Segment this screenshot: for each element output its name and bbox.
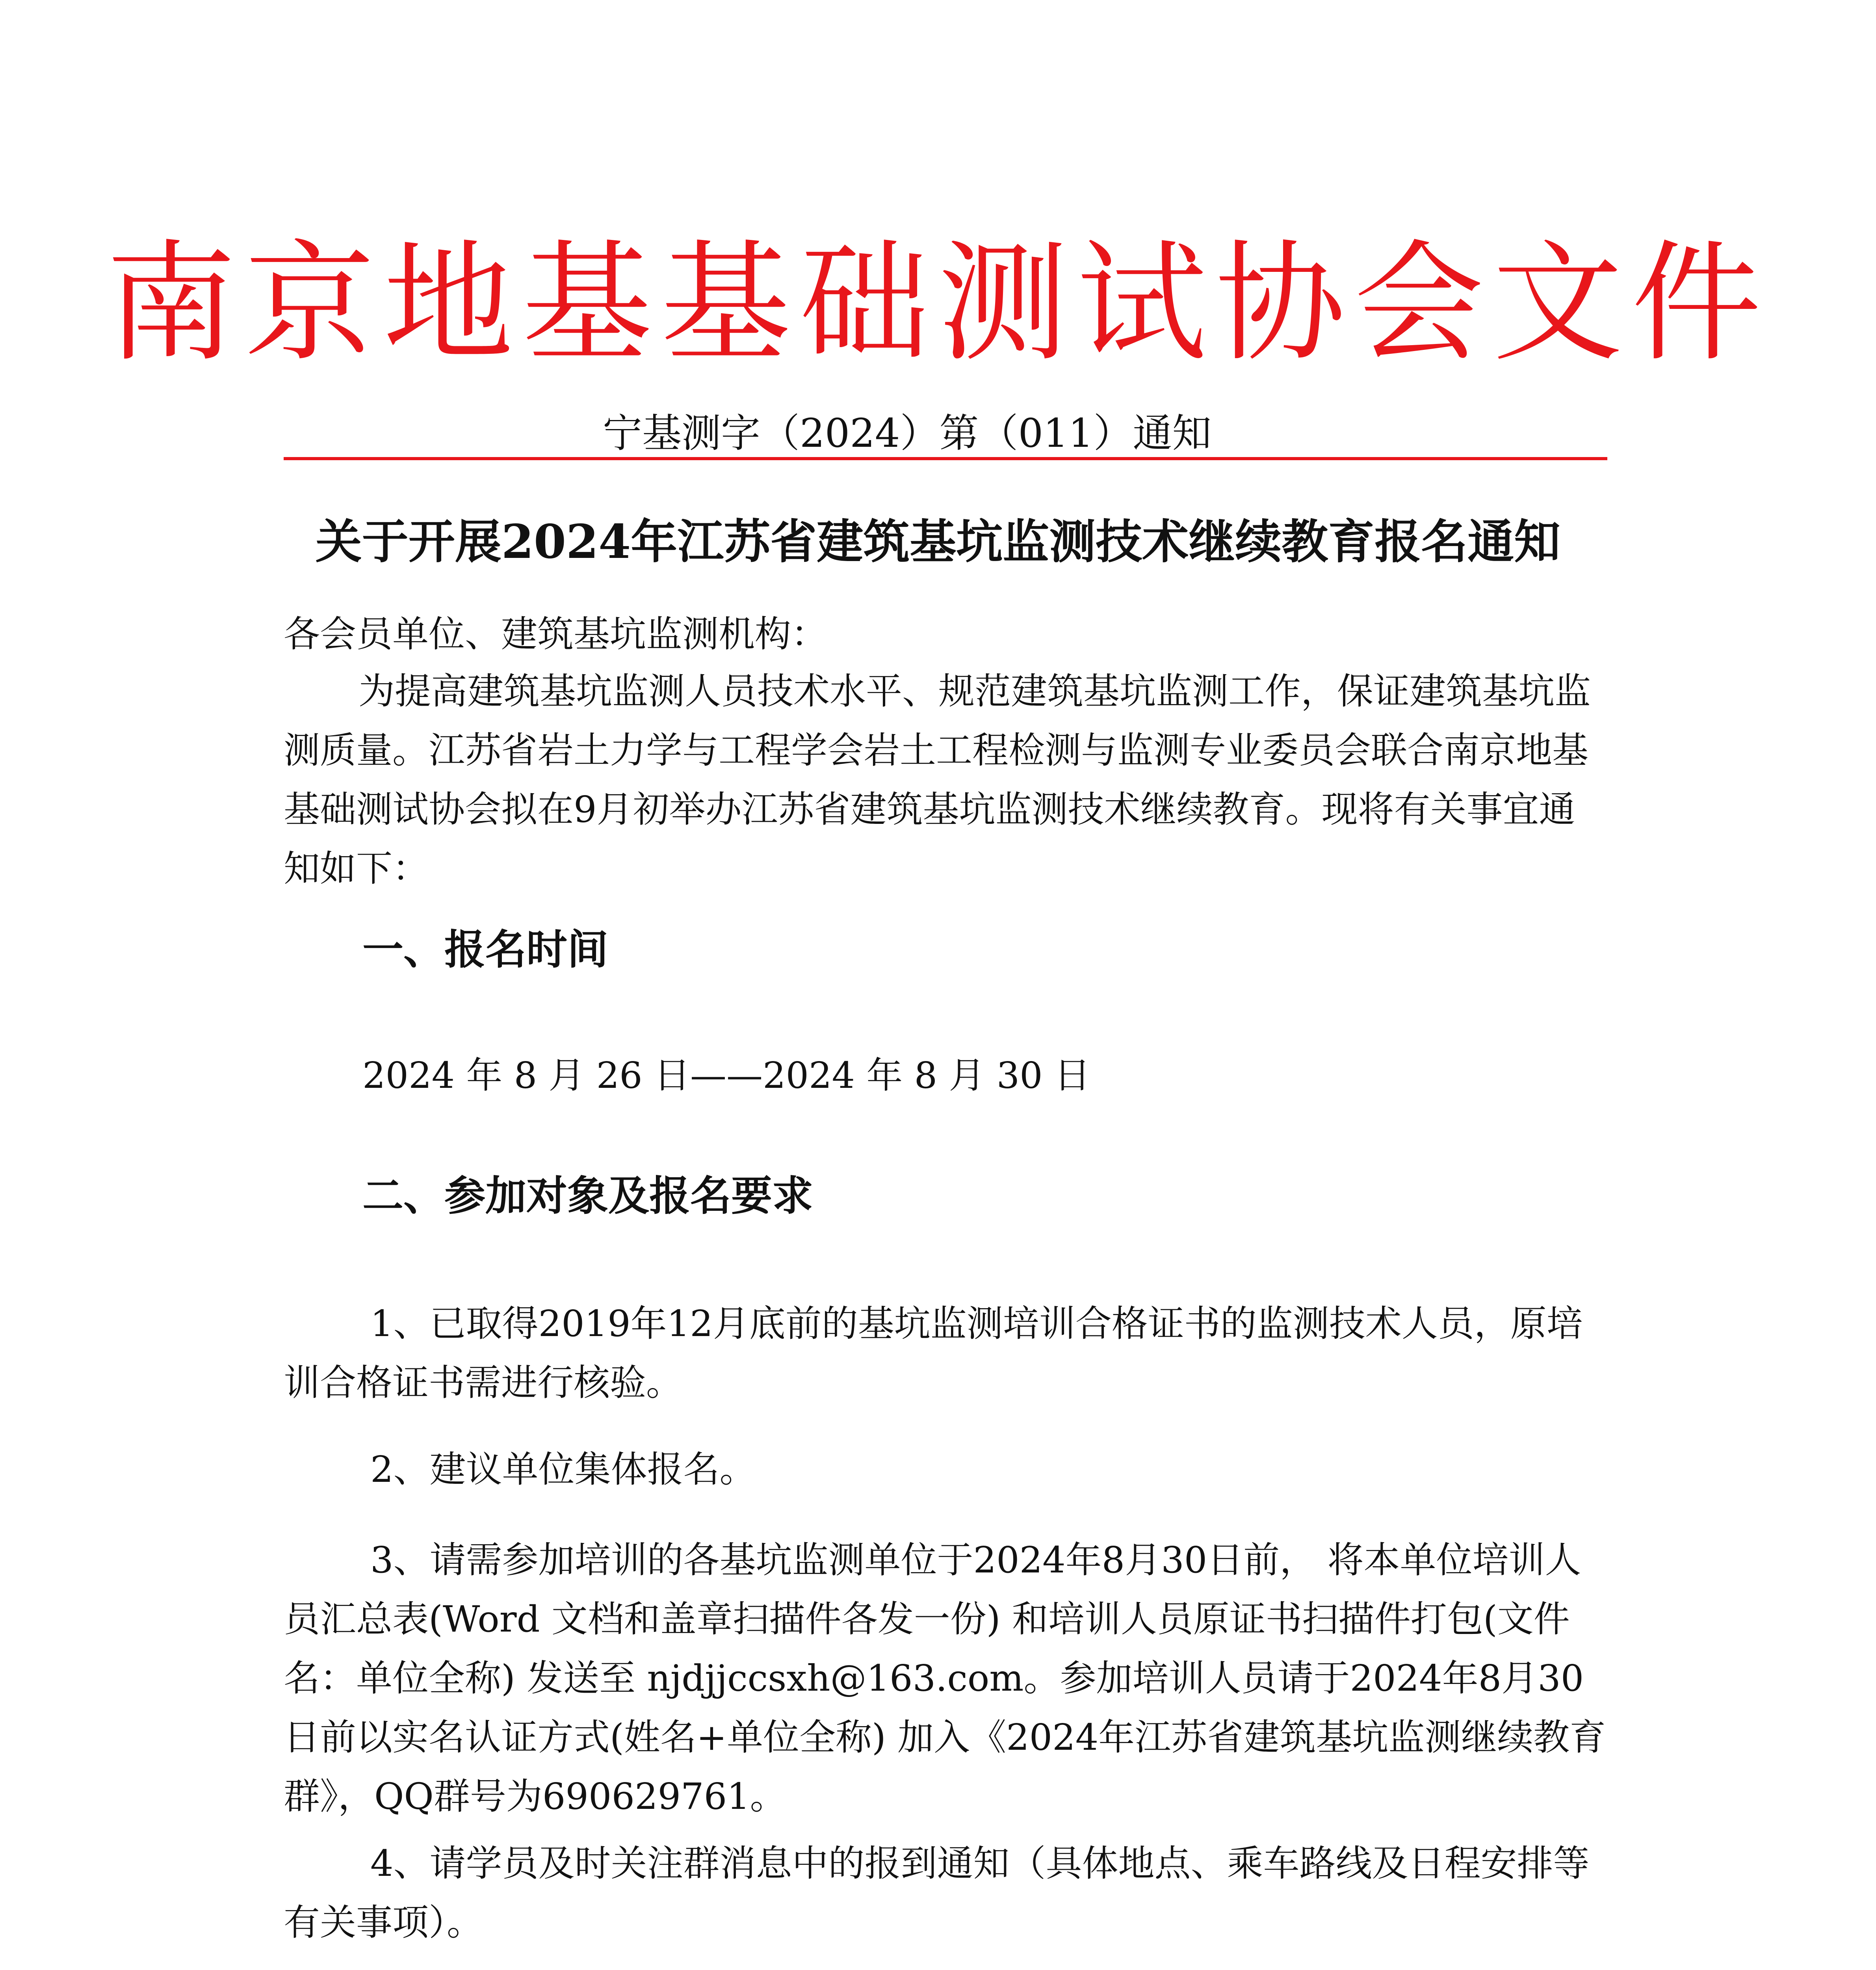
document-number: 宁基测字（2024）第（011）通知 (603, 410, 1212, 456)
requirement-item: 2、建议单位集体报名。 (370, 1448, 756, 1491)
registration-period: 2024 年 8 月 26 日——2024 年 8 月 30 日 (362, 1054, 1090, 1097)
requirement-item: 3、请需参加培训的各基坑监测单位于2024年8月30日前， 将本单位培训人员汇总表(Word 文档和盖章扫描件各发一份) 和培训人员原证书扫描件打包(文件名：单位全称) 发送至 njdjjccsxh@163.com。参加培训人员请于2024年8月30日前以实名认证方式(姓名+单位全称) 加入《2024年江苏省建筑基坑监测继续教育群》，QQ群号为690629761。 (284, 1539, 1606, 1818)
intro-paragraph: 为提高建筑基坑监测人员技术水平、规范建筑基坑监测工作，保证建筑基坑监测质量。江苏省岩土力学与工程学会岩土工程检测与监测专业委员会联合南京地基基础测试协会拟在9月初举办江苏省建筑基坑监测技术继续教育。现将有关事宜通知如下： (284, 670, 1591, 890)
header-divider (284, 457, 1607, 460)
notice-title: 关于开展2024年江苏省建筑基坑监测技术继续教育报名通知 (315, 514, 1561, 569)
header-title: 南京地基基础测试协会文件 (106, 228, 1770, 379)
section-heading-requirements: 二、参加对象及报名要求 (362, 1172, 814, 1220)
requirement-item: 4、请学员及时关注群消息中的报到通知（具体地点、乘车路线及日程安排等有关事项）。 (284, 1842, 1590, 1944)
section-heading-registration-time: 一、报名时间 (362, 926, 609, 974)
salutation: 各会员单位、建筑基坑监测机构： (284, 613, 828, 655)
requirement-item: 1、已取得2019年12月底前的基坑监测培训合格证书的监测技术人员，原培训合格证书需进行核验。 (284, 1303, 1583, 1404)
